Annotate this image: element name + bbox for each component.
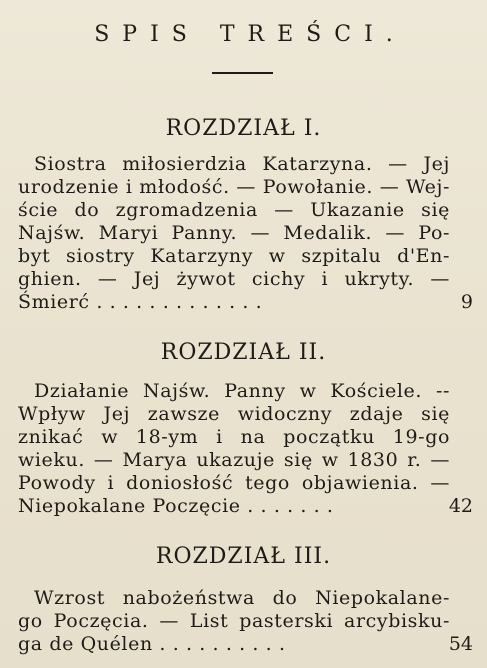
chapter-2-line: Powody i doniosłość tego objawienia. — bbox=[18, 472, 450, 494]
chapter-2-line: znikać w 18-ym i na początku 19-go bbox=[18, 426, 450, 448]
chapter-2-heading: ROZDZIAŁ II. bbox=[160, 340, 327, 365]
chapter-1-line: Najśw. Maryi Panny. — Medalik. — Po- bbox=[18, 222, 450, 244]
chapter-1-line: ghien. — Jej żywot cichy i ukryty. — bbox=[18, 268, 450, 290]
chapter-2-summary bbox=[18, 380, 450, 518]
title-divider bbox=[212, 72, 273, 74]
chapter-1-line: Śmierć . . . . . . . . . . . . . bbox=[18, 291, 263, 313]
page-title: SPIS TREŚCI. bbox=[94, 22, 406, 47]
chapter-2-line: Wpływ Jej zawsze widoczny zdaje się bbox=[18, 403, 450, 425]
chapter-2-line: Działanie Najśw. Panny w Kościele. -- bbox=[34, 380, 450, 402]
chapter-3-line: ga de Quélen . . . . . . . . . . bbox=[18, 633, 286, 655]
chapter-2-line: Niepokalane Poczęcie . . . . . . . bbox=[18, 495, 334, 517]
chapter-3-line: go Poczęcia. — List pasterski arcybisku- bbox=[18, 610, 450, 632]
chapter-1-line: byt siostry Katarzyny w szpitalu d'En- bbox=[18, 245, 450, 267]
chapter-1-line: Siostra miłosierdzia Katarzyna. — Jej bbox=[34, 153, 450, 175]
chapter-1-heading: ROZDZIAŁ I. bbox=[165, 116, 322, 141]
chapter-2-line: wieku. — Marya ukazuje się w 1830 r. — bbox=[18, 449, 450, 471]
chapter-1-summary bbox=[18, 153, 450, 314]
chapter-3-page-number: 54 bbox=[448, 633, 473, 655]
chapter-1-page-number: 9 bbox=[460, 291, 473, 313]
chapter-1-line: urodzenie i młodość. — Powołanie. — Wej- bbox=[18, 176, 450, 198]
chapter-3-summary bbox=[18, 587, 450, 656]
chapter-1-line: ście do zgromadzenia — Ukazanie się bbox=[18, 199, 450, 221]
chapter-3-line: Wzrost nabożeństwa do Niepokalane- bbox=[34, 587, 450, 609]
chapter-3-heading: ROZDZIAŁ III. bbox=[155, 544, 332, 569]
chapter-2-page-number: 42 bbox=[448, 495, 473, 517]
